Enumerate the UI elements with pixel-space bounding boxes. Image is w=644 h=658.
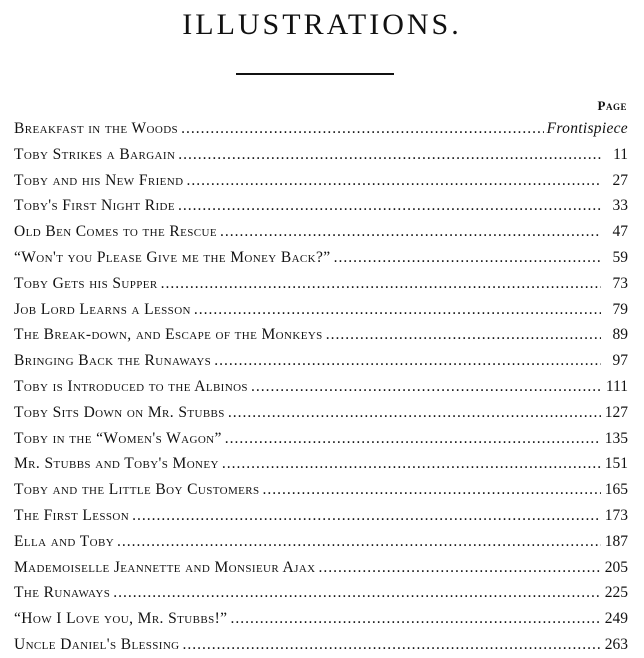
list-item	[14, 245, 628, 271]
entry-page: 173	[604, 506, 628, 524]
dot-leader	[113, 580, 601, 606]
entry-page: 79	[612, 300, 628, 318]
dot-leader	[319, 555, 601, 581]
entry-page: 47	[612, 223, 628, 241]
dot-leader	[263, 477, 601, 503]
list-item	[14, 374, 628, 400]
dot-leader	[117, 529, 601, 555]
entry-page: 89	[612, 326, 628, 344]
entry-title: “Won't you Please Give me the Money Back?”	[14, 248, 331, 266]
entry-title: The Runaways	[14, 584, 111, 602]
list-item	[14, 142, 628, 168]
entry-title: Job Lord Learns a Lesson	[14, 300, 191, 318]
entry-page: 187	[604, 532, 628, 550]
entry-page: 127	[604, 403, 628, 421]
list-item	[14, 477, 628, 503]
list-item	[14, 451, 628, 477]
entry-title: Toby and his New Friend	[14, 171, 184, 189]
title-divider	[236, 73, 394, 75]
list-item	[14, 555, 628, 581]
list-item	[14, 580, 628, 606]
page-title: ILLUSTRATIONS.	[182, 8, 462, 41]
entry-page: 59	[612, 248, 628, 266]
dot-leader	[132, 503, 601, 529]
entry-title: Mr. Stubbs and Toby's Money	[14, 455, 219, 473]
entry-page: 27	[612, 171, 628, 189]
dot-leader	[225, 426, 601, 452]
page-column-label: Page	[597, 98, 627, 113]
list-item	[14, 529, 628, 555]
entry-title: Old Ben Comes to the Rescue	[14, 223, 217, 241]
list-item	[14, 168, 628, 194]
dot-leader	[214, 348, 601, 374]
entry-title: Toby's First Night Ride	[14, 197, 176, 215]
dot-leader	[178, 193, 601, 219]
list-item	[14, 606, 628, 632]
entry-page: 135	[604, 429, 628, 447]
list-item	[14, 116, 628, 142]
entry-title: The Break-down, and Escape of the Monkeys	[14, 326, 323, 344]
entry-page: 73	[612, 274, 628, 292]
list-item	[14, 271, 628, 297]
list-item	[14, 297, 628, 323]
entry-title: Breakfast in the Woods	[14, 120, 179, 137]
dot-leader	[230, 606, 601, 632]
entry-title: Mademoiselle Jeannette and Monsieur Ajax	[14, 558, 316, 576]
dot-leader	[186, 168, 601, 194]
dot-leader	[220, 219, 601, 245]
entry-page: Frontispiece	[546, 120, 628, 137]
entry-title: The First Lesson	[14, 506, 130, 524]
entry-page: 33	[612, 197, 628, 215]
dot-leader	[161, 271, 601, 297]
entry-title: Toby Sits Down on Mr. Stubbs	[14, 403, 225, 421]
dot-leader	[251, 374, 601, 400]
entry-page: 225	[604, 584, 628, 602]
entry-title: Toby in the “Women's Wagon”	[14, 429, 222, 447]
list-item	[14, 348, 628, 374]
entry-page: 97	[612, 352, 628, 370]
dot-leader	[194, 297, 601, 323]
entry-page: 11	[613, 145, 628, 163]
list-item	[14, 193, 628, 219]
dot-leader	[222, 451, 601, 477]
entry-title: Toby and the Little Boy Customers	[14, 481, 260, 499]
list-item	[14, 219, 628, 245]
entry-page: 263	[604, 635, 628, 653]
entry-page: 205	[604, 558, 628, 576]
list-item	[14, 426, 628, 452]
list-item	[14, 400, 628, 426]
entry-page: 111	[605, 377, 628, 395]
illustrations-list	[14, 116, 628, 658]
dot-leader	[326, 322, 601, 348]
dot-leader	[181, 116, 544, 142]
list-item	[14, 632, 628, 658]
dot-leader	[334, 245, 601, 271]
list-item	[14, 503, 628, 529]
dot-leader	[178, 142, 601, 168]
list-item	[14, 322, 628, 348]
entry-page: 151	[604, 455, 628, 473]
dot-leader	[183, 632, 601, 658]
entry-title: Toby Gets his Supper	[14, 274, 158, 292]
entry-title: Ella and Toby	[14, 532, 115, 550]
entry-page: 165	[604, 481, 628, 499]
entry-title: Bringing Back the Runaways	[14, 352, 212, 370]
entry-title: Toby Strikes a Bargain	[14, 145, 176, 163]
entry-page: 249	[604, 610, 628, 628]
entry-title: Uncle Daniel's Blessing	[14, 635, 180, 653]
entry-title: Toby is Introduced to the Albinos	[14, 377, 248, 395]
dot-leader	[228, 400, 601, 426]
entry-title: “How I Love you, Mr. Stubbs!”	[14, 610, 228, 628]
